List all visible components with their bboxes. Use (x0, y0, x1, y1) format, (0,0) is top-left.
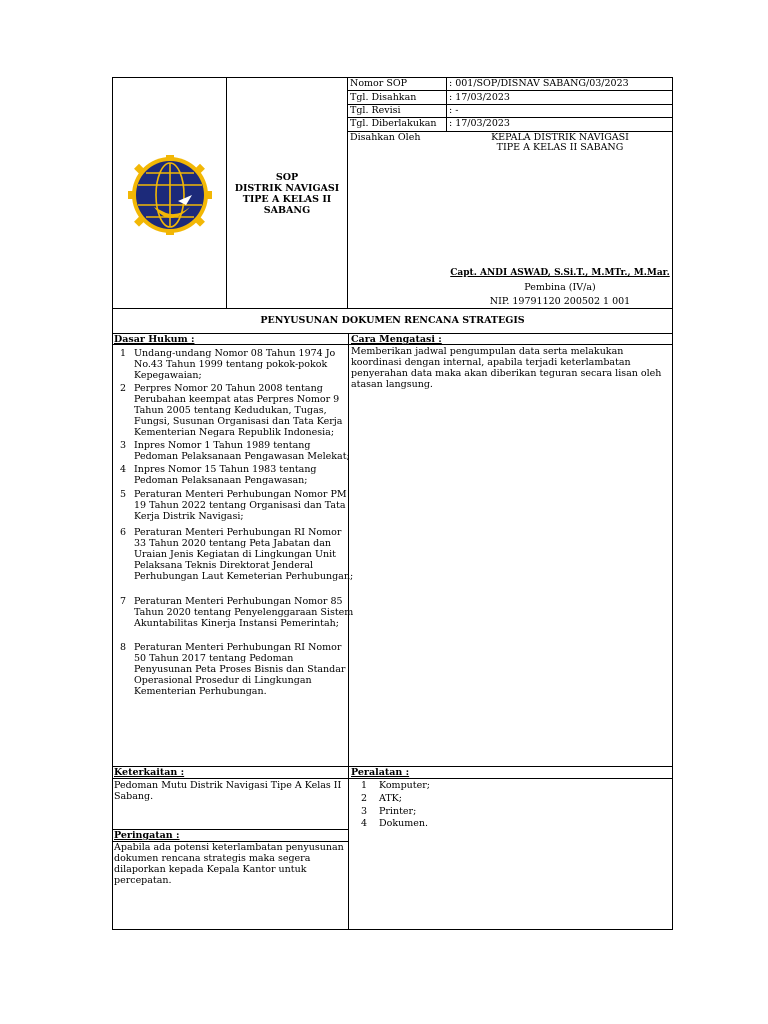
keterkaitan-heading: Keterkaitan : (114, 767, 185, 778)
item-number: 1 (361, 780, 368, 791)
item-number: 4 (120, 464, 127, 475)
field-label-tgl-revisi: Tgl. Revisi (350, 105, 401, 116)
item-text: Inpres Nomor 1 Tahun 1989 tentang Pedoman Pelaksanaan Pengawasan Melekat; (134, 440, 350, 462)
field-label-nomor-sop: Nomor SOP (350, 78, 408, 89)
item-text: Inpres Nomor 15 Tahun 1983 tentang Pedoman Pelaksanaan Pengawasan; (134, 464, 317, 486)
field-value-tgl-disahkan: : 17/03/2023 (449, 92, 510, 103)
cara-mengatasi-heading: Cara Mengatasi : (351, 334, 442, 345)
item-text: Peraturan Menteri Perhubungan Nomor PM 19 Tahun 2022 tentang Organisasi dan Tata Kerja Distrik Navigasi; (134, 489, 347, 522)
divider (112, 308, 673, 309)
divider (347, 90, 673, 91)
item-number: 3 (361, 806, 368, 817)
item-text: Printer; (379, 806, 417, 817)
sop-title-line-2: DISTRIK NAVIGASI (234, 183, 340, 194)
item-number: 8 (120, 642, 127, 653)
item-text: Undang-undang Nomor 08 Tahun 1974 Jo No.43 Tahun 1999 tentang pokok-pokok Kepegawaian; (134, 348, 336, 381)
field-label-tgl-diberlakukan: Tgl. Diberlakukan (350, 118, 437, 129)
ministry-emblem-icon (126, 155, 214, 237)
item-number: 7 (120, 596, 127, 607)
item-number: 5 (120, 489, 127, 500)
item-text: ATK; (379, 793, 402, 804)
item-number: 2 (361, 793, 368, 804)
signer-name: Capt. ANDI ASWAD, S.Si.T., M.MTr., M.Mar. (450, 268, 670, 278)
field-label-tgl-disahkan: Tgl. Disahkan (350, 92, 417, 103)
dasar-hukum-heading: Dasar Hukum : (114, 334, 195, 345)
signer-rank: Pembina (IV/a) (524, 282, 596, 293)
item-text: Peraturan Menteri Perhubungan Nomor 85 Tahun 2020 tentang Penyelenggaraan Sistem Akuntabilitas Kinerja Instansi Pemerintah; (134, 596, 354, 629)
procedure-title: PENYUSUNAN DOKUMEN RENCANA STRATEGIS (260, 315, 525, 326)
keterkaitan-text: Pedoman Mutu Distrik Navigasi Tipe A Kelas II Sabang. (114, 780, 342, 802)
signer-nip: NIP. 19791120 200502 1 001 (489, 296, 631, 307)
cara-mengatasi-text: Memberikan jadwal pengumpulan data serta melakukan koordinasi dengan internal, apabila terjadi keterlambatan penyerahan data maka akan diberikan teguran secara lisan oleh atasan langsung. (351, 346, 662, 390)
item-text: Dokumen. (379, 818, 428, 829)
item-number: 4 (361, 818, 368, 829)
item-number: 3 (120, 440, 127, 451)
approver-title-line-1: KEPALA DISTRIK NAVIGASI (491, 132, 629, 143)
approver-title-line-2: TIPE A KELAS II SABANG (496, 142, 624, 153)
table-border-bottom (112, 929, 673, 930)
item-text: Perpres Nomor 20 Tahun 2008 tentang Perubahan keempat atas Perpres Nomor 9 Tahun 2005 tentang Kedudukan, Tugas, Fungsi, Susunan Organisasi dan Tata Kerja Kementerian Negara Republik Indonesia; (134, 383, 343, 438)
peralatan-heading: Peralatan : (351, 767, 410, 778)
peringatan-heading: Peringatan : (114, 830, 180, 841)
table-border-left (112, 77, 113, 930)
sop-title-line-3: TIPE A KELAS II (242, 194, 332, 205)
item-text: Peraturan Menteri Perhubungan RI Nomor 33 Tahun 2020 tentang Peta Jabatan dan Uraian Jenis Kegiatan di Lingkungan Unit Pelaksana Teknis Direktorat Jenderal Perhubungan Laut Kemeterian Perhubungan; (134, 527, 354, 582)
sop-title-line-1: SOP (275, 172, 299, 183)
agency-logo (126, 155, 214, 237)
field-label-disahkan-oleh: Disahkan Oleh (350, 132, 421, 143)
item-text: Komputer; (379, 780, 430, 791)
item-number: 1 (120, 348, 127, 359)
sop-title-line-4: SABANG (263, 205, 311, 216)
item-number: 2 (120, 383, 127, 394)
item-text: Peraturan Menteri Perhubungan RI Nomor 50 Tahun 2017 tentang Pedoman Penyusunan Peta Proses Bisnis dan Standar Operasional Prosedur di Lingkungan Kementerian Perhubungan. (134, 642, 346, 697)
item-number: 6 (120, 527, 127, 538)
table-border-right (672, 77, 673, 930)
peringatan-text: Apabila ada potensi keterlambatan penyusunan dokumen rencana strategis maka segera dilaporkan kepada Kepala Kantor untuk percepatan. (114, 842, 344, 886)
field-value-tgl-revisi: : - (449, 105, 459, 116)
divider (347, 77, 348, 308)
field-value-nomor-sop: : 001/SOP/DISNAV SABANG/03/2023 (449, 78, 629, 89)
field-value-tgl-diberlakukan: : 17/03/2023 (449, 118, 510, 129)
